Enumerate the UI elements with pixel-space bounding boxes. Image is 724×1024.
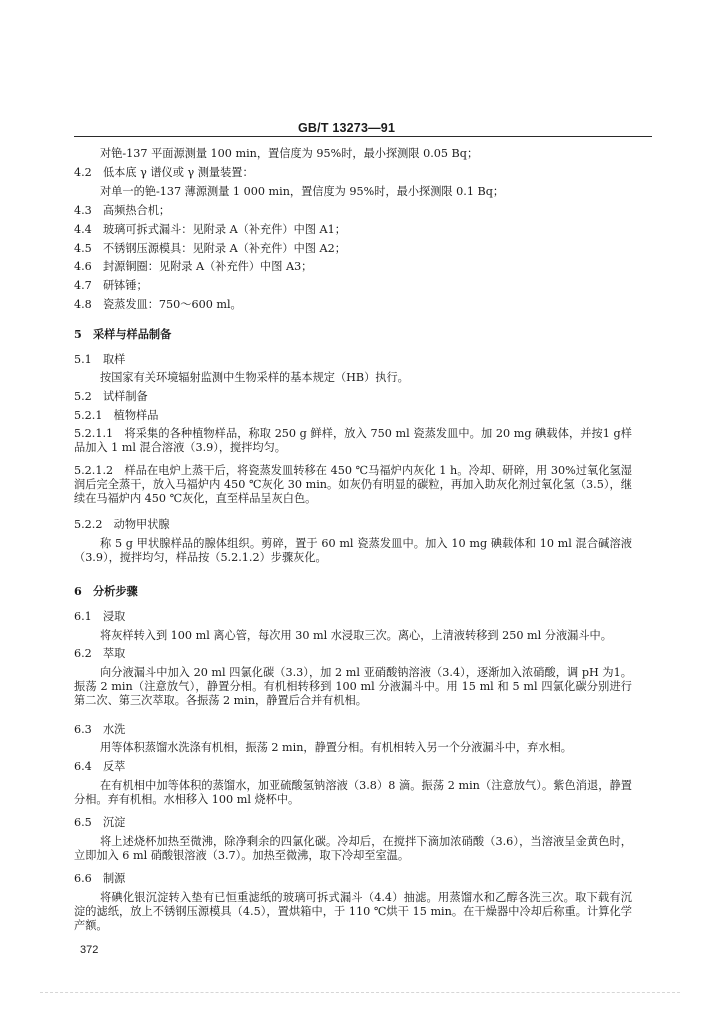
- footer-rule: [40, 992, 680, 993]
- paragraph: 5.2.1.1 将采集的各种植物样品，称取 250 g 鲜样，放入 750 ml 瓷蒸发皿中。加 20 mg 碘载体，并按1 g样品加入 1 ml 混合溶液（3.9），搅拌均匀。: [74, 427, 632, 454]
- subsection-heading: 5.2.1 植物样品: [74, 409, 159, 422]
- subsection-heading: 6.3 水洗: [74, 723, 126, 736]
- text-line: 按国家有关环境辐射监测中生物采样的基本规定（HB）执行。: [100, 371, 409, 384]
- subsection-heading: 6.4 反萃: [74, 760, 126, 773]
- subsection-heading: 6.5 沉淀: [74, 816, 126, 829]
- section-heading: 6 分析步骤: [74, 584, 138, 598]
- paragraph: 将碘化银沉淀转入垫有已恒重滤纸的玻璃可拆式漏斗（4.4）抽滤。用蒸馏水和乙醇各洗三次。取下载有沉淀的滤纸，放上不锈钢压源模具（4.5），置烘箱中，于 110 ℃烘干 15 min。在干燥器中冷却后称重。计算化学产额。: [74, 891, 632, 932]
- subsection-heading: 5.2 试样制备: [74, 390, 148, 403]
- subsection-heading: 4.2 低本底 γ 谱仪或 γ 测量装置：: [74, 166, 254, 179]
- subsection-heading: 6.1 浸取: [74, 610, 126, 623]
- page-number: 372: [80, 944, 99, 956]
- subsection-heading: 4.3 高频热合机；: [74, 204, 171, 217]
- section-heading: 5 采样与样品制备: [74, 327, 172, 341]
- text-line: 对铯-137 平面源测量 100 min，置信度为 95%时，最小探测限 0.05 Bq；: [100, 147, 479, 160]
- paragraph: 向分液漏斗中加入 20 ml 四氯化碳（3.3），加 2 ml 亚硝酸钠溶液（3.4），逐渐加入浓硝酸，调 pH 为1。振荡 2 min（注意放气），静置分相。有机相转移到 100 ml 分液漏斗中。用 15 ml 和 5 ml 四氯化碳分别进行第二次、第三次萃取。各振荡 2 min，静置后合并有机相。: [74, 666, 632, 707]
- paragraph: 将上述烧杯加热至微沸，除净剩余的四氯化碳。冷却后，在搅拌下滴加浓硝酸（3.6），当溶液呈金黄色时，立即加入 6 ml 硝酸银溶液（3.7）。加热至微沸，取下冷却至室温。: [74, 835, 632, 862]
- subsection-heading: 6.6 制源: [74, 872, 126, 885]
- subsection-heading: 4.5 不锈钢压源模具：见附录 A（补充件）中图 A2；: [74, 242, 346, 255]
- subsection-heading: 4.6 封源铜圈：见附录 A（补充件）中图 A3；: [74, 260, 313, 273]
- paragraph: 称 5 g 甲状腺样品的腺体组织。剪碎，置于 60 ml 瓷蒸发皿中。加入 10 mg 碘载体和 10 ml 混合碱溶液（3.9），搅拌均匀，样品按（5.2.1.2）步骤灰化。: [74, 537, 632, 564]
- subsection-heading: 6.2 萃取: [74, 647, 126, 660]
- standard-number-header: GB/T 13273—91: [298, 121, 396, 135]
- subsection-heading: 4.4 玻璃可拆式漏斗：见附录 A（补充件）中图 A1；: [74, 223, 346, 236]
- paragraph: 在有机相中加等体积的蒸馏水，加亚硫酸氢钠溶液（3.8）8 滴。振荡 2 min（注意放气）。紫色消退，静置分相。弃有机相。水相移入 100 ml 烧杯中。: [74, 779, 632, 806]
- subsection-heading: 5.1 取样: [74, 353, 126, 366]
- header-rule: [74, 136, 652, 137]
- text-line: 用等体积蒸馏水洗涤有机相，振荡 2 min，静置分相。有机相转入另一个分液漏斗中，弃水相。: [100, 741, 572, 754]
- subsection-heading: 4.7 研钵锤；: [74, 279, 148, 292]
- subsection-heading: 4.8 瓷蒸发皿：750～600 ml。: [74, 298, 242, 311]
- paragraph: 5.2.1.2 样品在电炉上蒸干后，将瓷蒸发皿转移在 450 ℃马福炉内灰化 1 h。冷却、研碎，用 30%过氧化氢湿润后完全蒸干，放入马福炉内 450 ℃灰化 30 min。如灰仍有明显的碳粒，再加入助灰化剂过氧化氢（3.5），继续在马福炉内 450 ℃灰化，直至样品呈灰白色。: [74, 464, 632, 505]
- text-line: 对单一的铯-137 薄源测量 1 000 min，置信度为 95%时，最小探测限 0.1 Bq；: [100, 185, 505, 198]
- subsection-heading: 5.2.2 动物甲状腺: [74, 518, 170, 531]
- text-line: 将灰样转入到 100 ml 离心管，每次用 30 ml 水浸取三次。离心，上清液转移到 250 ml 分液漏斗中。: [100, 629, 612, 642]
